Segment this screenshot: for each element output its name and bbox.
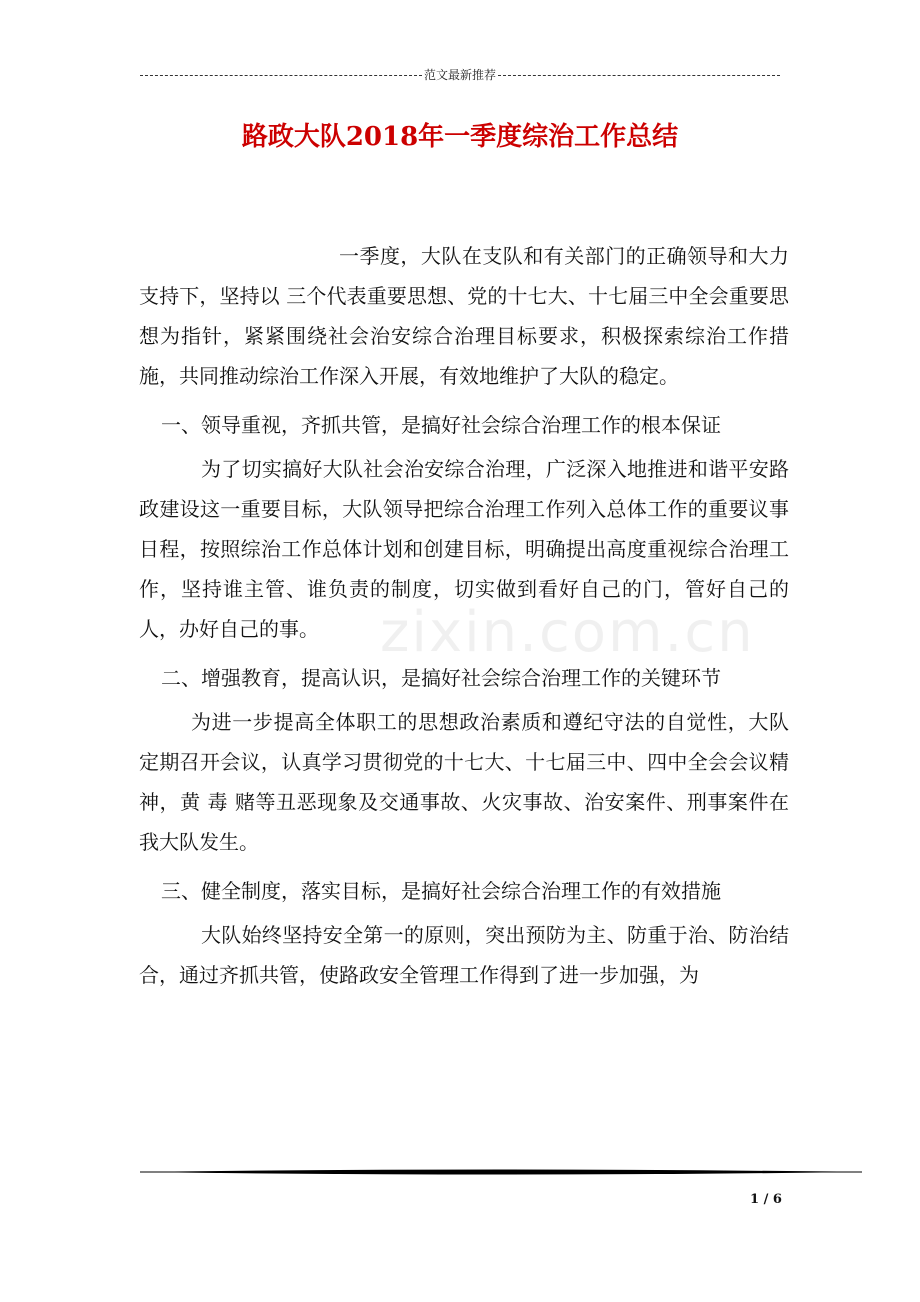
- section-heading-3: 三、健全制度，落实目标，是搞好社会综合治理工作的有效措施: [161, 879, 721, 903]
- intro-paragraph: 一季度，大队在支队和有关部门的正确领导和大力支持下，坚持以 三个代表重要思想、党的十七大、十七届三中全会重要思想为指针，紧紧围绕社会治安综合治理目标要求，积极探索综治工作措施，共同推动综治工作深入开展，有效地维护了大队的稳定。: [139, 244, 789, 388]
- header-dash-right: [498, 75, 780, 76]
- footer-rule: [140, 1168, 862, 1176]
- page-header: [140, 66, 780, 83]
- document-title: 路政大队2018年一季度综治工作总结: [241, 122, 679, 152]
- watermark: zixin.com.cn: [380, 600, 755, 665]
- page-number: 1 / 6: [750, 1192, 782, 1207]
- document-body: [139, 236, 789, 995]
- section-heading-2: 二、增强教育，提高认识，是搞好社会综合治理工作的关键环节: [161, 666, 721, 690]
- section-body-3: 大队始终坚持安全第一的原则，突出预防为主、防重于治、防治结合，通过齐抓共管，使路政安全管理工作得到了进一步加强，为: [139, 923, 789, 987]
- header-dash-left: [140, 75, 422, 76]
- section-body-1: 为了切实搞好大队社会治安综合治理，广泛深入地推进和谐平安路政建设这一重要目标，大队领导把综合治理工作列入总体工作的重要议事日程，按照综治工作总体计划和创建目标，明确提出高度重视综合治理工作，坚持谁主管、谁负责的制度，切实做到看好自己的门，管好自己的人，办好自己的事。: [139, 457, 789, 641]
- section-body-2: 为进一步提高全体职工的思想政治素质和遵纪守法的自觉性，大队定期召开会议，认真学习贯彻党的十七大、十七届三中、四中全会会议精神，黄 毒 赌等丑恶现象及交通事故、火灾事故、治安案件、刑事案件在我大队发生。: [139, 710, 789, 854]
- header-label: 范文最新推荐: [424, 68, 497, 82]
- section-heading-1: 一、领导重视，齐抓共管，是搞好社会综合治理工作的根本保证: [161, 413, 721, 437]
